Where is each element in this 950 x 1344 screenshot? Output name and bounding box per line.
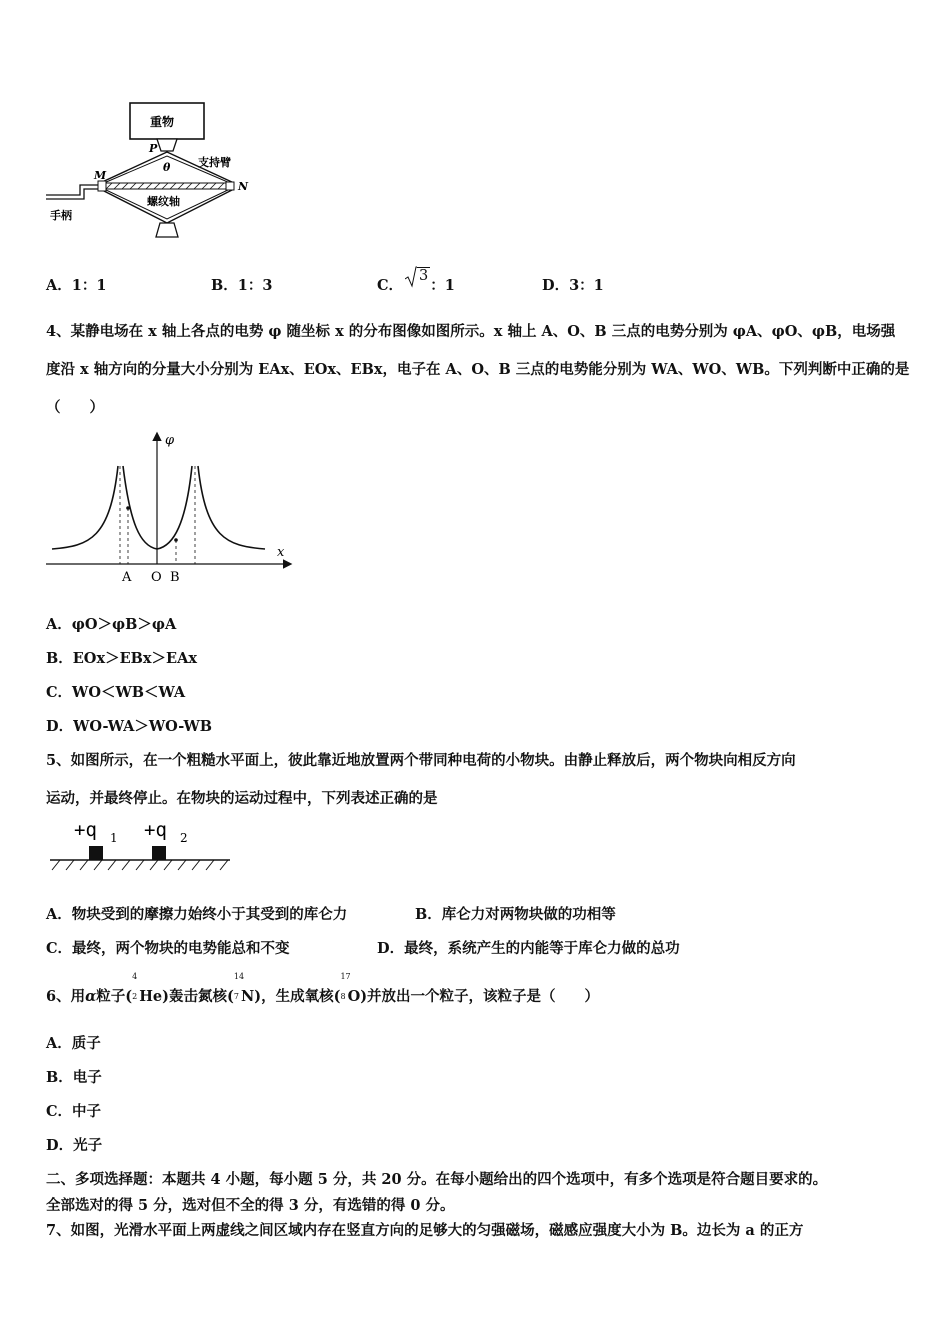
q3-option-c-suffix: ：1 bbox=[430, 277, 455, 294]
screw-shaft-label: 螺纹轴 bbox=[147, 195, 180, 208]
q6-option-c[interactable]: C．中子 bbox=[46, 1103, 102, 1120]
q4-option-a[interactable]: A．φO＞φB＞φA bbox=[46, 616, 177, 633]
tick-O: O bbox=[151, 570, 162, 585]
q5-option-c[interactable]: C．最终，两个物块的电势能总和不变 bbox=[46, 940, 290, 957]
handle-label: 手柄 bbox=[50, 209, 72, 222]
charge-q2-label: +q bbox=[144, 819, 167, 841]
q6-text-n: N)，生成氧核( bbox=[240, 988, 341, 1005]
jack-figure bbox=[40, 95, 260, 245]
n-atomic-number: 7 bbox=[233, 992, 239, 1001]
phi-curve-right bbox=[198, 466, 265, 549]
q3-option-b[interactable]: B．1：3 bbox=[211, 277, 273, 294]
heavy-object-label: 重物 bbox=[150, 115, 175, 129]
section2-heading-line1: 二、多项选择题：本题共 4 小题，每小题 5 分，共 20 分。在每小题给出的四个选项中，有多个选项是符合题目要求的。 bbox=[46, 1171, 828, 1188]
n-mass-number: 14 bbox=[233, 972, 245, 981]
alpha-symbol: α bbox=[85, 988, 97, 1005]
phi-curve-left bbox=[52, 466, 118, 549]
q6-text-he: He)轰击氮核( bbox=[139, 988, 234, 1005]
he-atomic-number: 2 bbox=[132, 992, 138, 1001]
q5-option-d[interactable]: D．最终，系统产生的内能等于库仑力做的总功 bbox=[377, 940, 680, 957]
q3-option-d[interactable]: D．3：1 bbox=[542, 277, 604, 294]
q5-stem-line2: 运动，并最终停止。在物块的运动过程中，下列表述正确的是 bbox=[46, 790, 438, 807]
angle-theta-label: θ bbox=[163, 161, 171, 174]
point-P-label: P bbox=[149, 142, 158, 155]
y-axis-label-phi: φ bbox=[165, 433, 175, 448]
q6-option-d[interactable]: D．光子 bbox=[46, 1137, 103, 1154]
q6-text-o: O)并放出一个粒子，该粒子是（ ） bbox=[347, 988, 600, 1005]
nitrogen-nuclide bbox=[233, 972, 245, 1005]
q4-stem-line1: 4、某静电场在 x 轴上各点的电势 φ 随坐标 x 的分布图像如图所示。x 轴上 A、O、B 三点的电势分别为 φA、φO、φB，电场强 bbox=[46, 323, 896, 340]
support-arm-label: 支持臂 bbox=[198, 156, 231, 169]
tick-A: A bbox=[122, 570, 132, 585]
block-1 bbox=[89, 846, 103, 860]
potential-graph bbox=[40, 428, 300, 588]
q6-option-a[interactable]: A．质子 bbox=[46, 1035, 101, 1052]
charge-q1-label: +q bbox=[74, 819, 97, 841]
o-mass-number: 17 bbox=[340, 972, 351, 981]
q6-text-1: 6、用 bbox=[46, 988, 86, 1005]
q3-option-c[interactable] bbox=[377, 268, 455, 295]
section2-heading-line2: 全部选对的得 5 分，选对但不全的得 3 分，有选错的得 0 分。 bbox=[46, 1197, 455, 1214]
q4-stem-line2: 度沿 x 轴方向的分量大小分别为 EAx、EOx、EBx，电子在 A、O、B 三点的电势能分别为 WA、WO、WB。下列判断中正确的是 bbox=[46, 361, 910, 378]
q4-option-c[interactable]: C．WO＜WB＜WA bbox=[46, 684, 186, 701]
q3-option-c-prefix: C． bbox=[377, 277, 404, 294]
q5-option-a[interactable]: A．物块受到的摩擦力始终小于其受到的库仑力 bbox=[46, 906, 348, 923]
q5-stem-line1: 5、如图所示，在一个粗糙水平面上，彼此靠近地放置两个带同种电荷的小物块。由静止释放后，两个物块向相反方向 bbox=[46, 752, 796, 769]
charge-q1-subscript: 1 bbox=[110, 831, 118, 845]
o-atomic-number: 8 bbox=[340, 992, 346, 1001]
q5-option-b[interactable]: B．库仑力对两物块做的功相等 bbox=[415, 906, 616, 923]
helium-nuclide bbox=[132, 972, 139, 1005]
handle bbox=[46, 185, 98, 195]
he-mass-number: 4 bbox=[132, 972, 138, 981]
sqrt-radicand: 3 bbox=[419, 268, 429, 284]
q6-option-b[interactable]: B．电子 bbox=[46, 1069, 102, 1086]
oxygen-nuclide bbox=[340, 972, 351, 1005]
charged-blocks-figure bbox=[46, 814, 236, 874]
q6-text-2: 粒子( bbox=[96, 988, 133, 1005]
charge-q2-subscript: 2 bbox=[180, 831, 188, 845]
q4-option-d[interactable]: D．WO-WA＞WO-WB bbox=[46, 718, 213, 735]
q7-stem-line1: 7、如图，光滑水平面上两虚线之间区域内存在竖直方向的足够大的匀强磁场，磁感应强度大小为 B。边长为 a 的正方 bbox=[46, 1222, 804, 1239]
point-N-label: N bbox=[238, 180, 249, 193]
q3-option-a[interactable]: A．1：1 bbox=[46, 277, 107, 294]
block-2 bbox=[152, 846, 166, 860]
sqrt-3 bbox=[417, 268, 430, 284]
q4-option-b[interactable]: B．EOx＞EBx＞EAx bbox=[46, 650, 197, 667]
point-M-label: M bbox=[94, 169, 107, 182]
q6-stem bbox=[46, 972, 600, 1006]
q4-stem-line3: （ ） bbox=[46, 399, 104, 416]
x-axis-label: x bbox=[277, 545, 285, 560]
tick-B: B bbox=[170, 570, 180, 585]
